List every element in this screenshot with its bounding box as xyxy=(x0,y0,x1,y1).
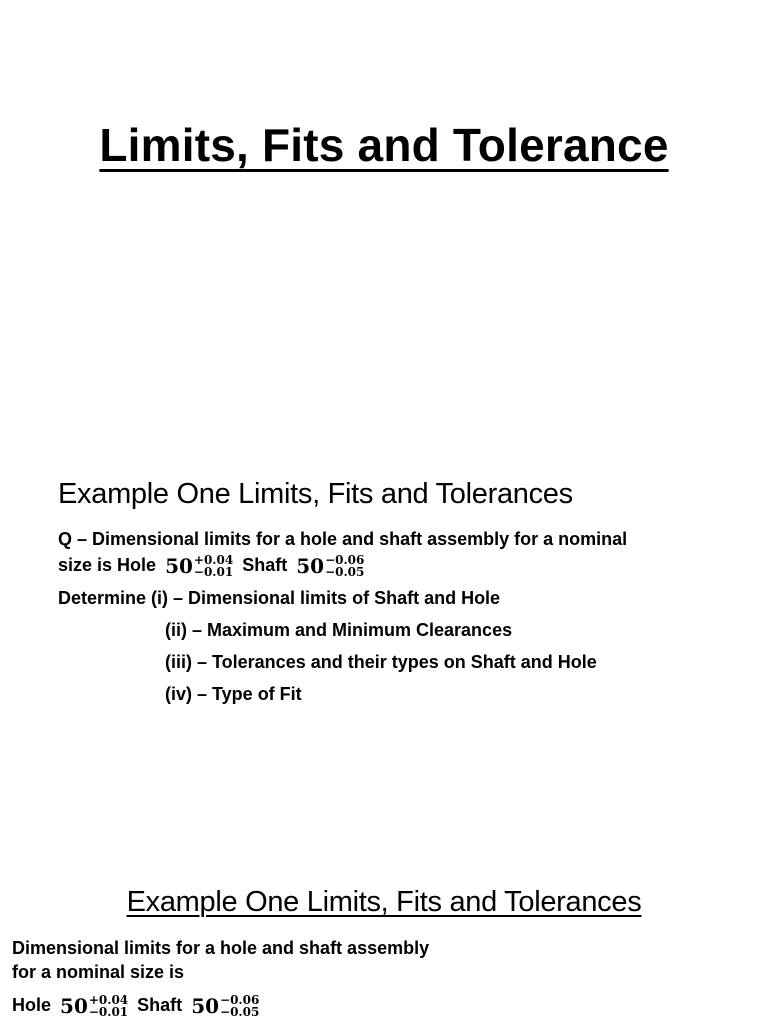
statement-line-2: for a nominal size is xyxy=(12,962,185,982)
hole-nominal-2: 50 xyxy=(60,994,88,1018)
shaft-dimension xyxy=(296,554,364,578)
hole-dimension xyxy=(165,554,233,578)
shaft-lower-deviation-2: −0.05 xyxy=(220,1005,260,1019)
shaft-label: Shaft xyxy=(242,554,288,575)
hole-lower-deviation: −0.01 xyxy=(193,565,234,579)
hole-dimension-2 xyxy=(60,994,128,1018)
slide-title: Limits, Fits and Tolerance xyxy=(99,119,669,171)
determine-line-1: Determine (i) – Dimensional limits of Shaft and Hole xyxy=(58,588,501,608)
determine-line-4: (iv) – Type of Fit xyxy=(165,684,302,704)
determine-line-3: (iii) – Tolerances and their types on Shaft and Hole xyxy=(165,652,597,672)
hole-nominal: 50 xyxy=(165,554,193,578)
hole-label: Hole xyxy=(12,994,52,1015)
shaft-nominal-2: 50 xyxy=(191,994,220,1018)
shaft-upper-deviation-2: −0.06 xyxy=(220,993,260,1007)
determine-line-2: (ii) – Maximum and Minimum Clearances xyxy=(165,620,513,640)
question-line-1: Q – Dimensional limits for a hole and shaft assembly for a nominal xyxy=(58,529,628,549)
shaft-nominal: 50 xyxy=(296,554,325,578)
example-heading-2: Example One Limits, Fits and Tolerances xyxy=(126,886,642,918)
statement-line-3 xyxy=(12,994,263,1018)
hole-upper-deviation: +0.04 xyxy=(193,553,234,567)
statement-line-1: Dimensional limits for a hole and shaft assembly xyxy=(12,938,430,958)
example-heading: Example One Limits, Fits and Tolerances xyxy=(58,478,573,510)
question-line-2 xyxy=(58,554,368,578)
shaft-lower-deviation: −0.05 xyxy=(325,565,365,579)
hole-upper-deviation-2: +0.04 xyxy=(88,993,129,1007)
hole-lower-deviation-2: −0.01 xyxy=(88,1005,129,1019)
shaft-dimension-2 xyxy=(191,994,259,1018)
question-size-label: size is Hole xyxy=(58,554,157,575)
shaft-label-2: Shaft xyxy=(137,994,183,1015)
shaft-upper-deviation: −0.06 xyxy=(325,553,365,567)
